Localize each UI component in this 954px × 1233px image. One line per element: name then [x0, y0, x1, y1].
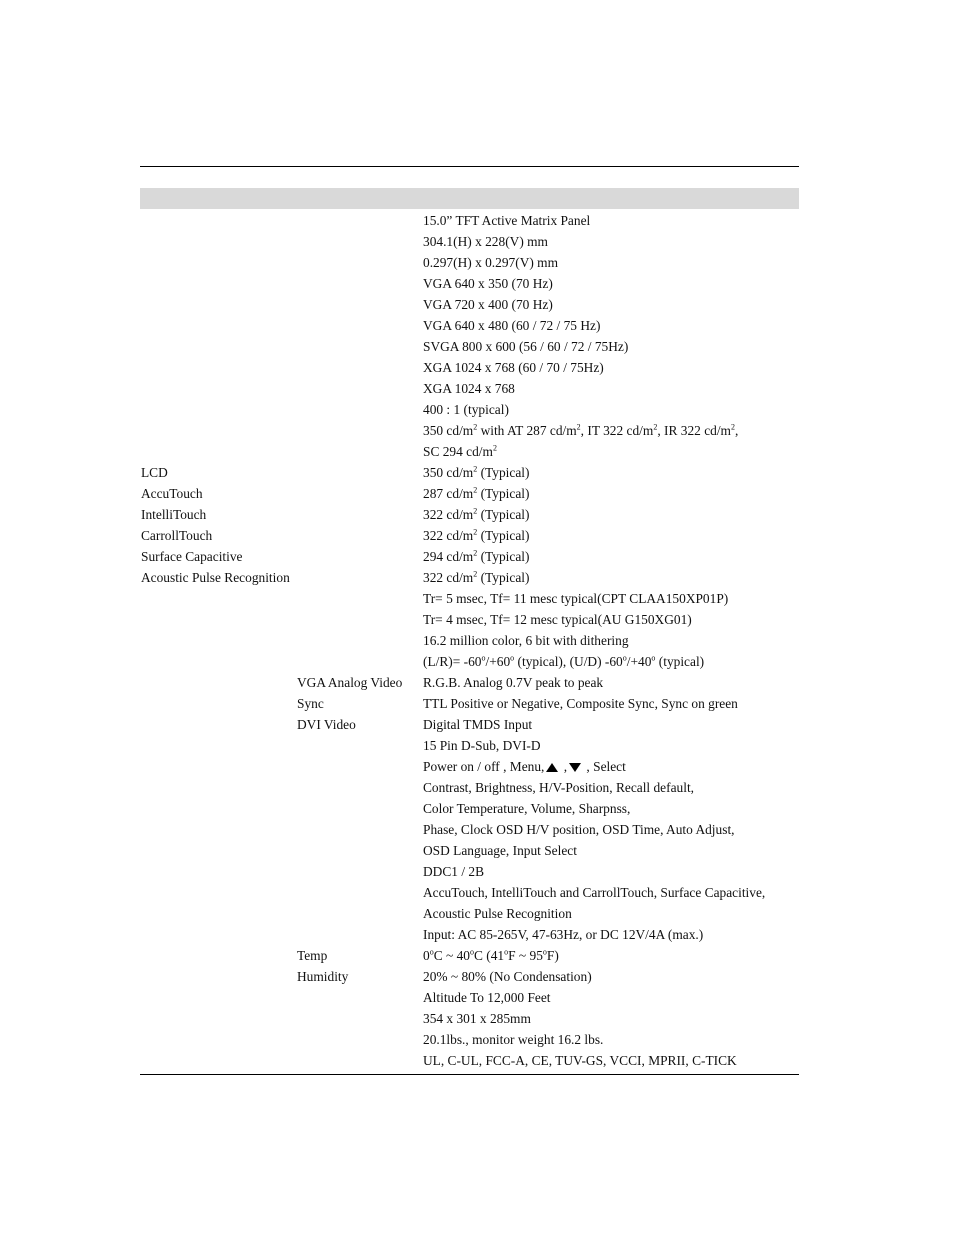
spec-row	[140, 441, 799, 462]
spec-row	[140, 588, 799, 609]
spec-row	[140, 483, 799, 504]
spec-value: 15.0” TFT Active Matrix Panel	[423, 213, 591, 228]
spec-value: Power on / off , Menu, , , Select	[423, 759, 626, 774]
spec-value: Tr= 5 msec, Tf= 11 mesc typical(CPT CLAA150XP01P)	[423, 591, 729, 606]
spec-row	[140, 924, 799, 945]
spec-value: 294 $cd/m^2$ (Typical)	[423, 548, 530, 564]
arrow-up-icon	[546, 763, 558, 772]
spec-value: 400 : 1 (typical)	[423, 402, 509, 417]
spec-row	[140, 1008, 799, 1029]
spec-row	[140, 840, 799, 861]
spec-subcategory: VGA Analog Video	[297, 675, 403, 690]
spec-row	[140, 210, 799, 231]
spec-row	[140, 609, 799, 630]
spec-subcategory: Temp	[297, 948, 328, 963]
spec-value: 15 Pin D-Sub, DVI-D	[423, 738, 541, 753]
spec-subcategory: Humidity	[297, 969, 349, 984]
spec-value: 0$^o$C ~ 40$^o$C (41$^o$F ~ 95$^o$F)	[423, 947, 559, 963]
spec-value: Tr= 4 msec, Tf= 12 mesc typical(AU G150XG01)	[423, 612, 692, 627]
spec-value: Phase, Clock OSD H/V position, OSD Time, Auto Adjust,	[423, 822, 735, 837]
spec-value: 20.1lbs., monitor weight 16.2 lbs.	[423, 1032, 604, 1047]
spec-row	[140, 777, 799, 798]
spec-row	[140, 672, 799, 693]
spec-category: LCD	[141, 465, 168, 480]
spec-row	[140, 1029, 799, 1050]
spec-row	[140, 462, 799, 483]
spec-value: $(L/R)= -60^o/+60^o$ (typical), (U/D) $-60^o/+40^o$ (typical)	[423, 653, 705, 669]
spec-row	[140, 567, 799, 588]
spec-category: Acoustic Pulse Recognition	[141, 570, 290, 585]
spec-value: 354 x 301 x 285mm	[423, 1011, 531, 1026]
spec-value: Altitude To 12,000 Feet	[423, 990, 551, 1005]
spec-value: Contrast, Brightness, H/V-Position, Recall default,	[423, 780, 695, 795]
spec-row	[140, 798, 799, 819]
spec-value: 322 $cd/m^2$ (Typical)	[423, 506, 530, 522]
table-header-band	[140, 188, 799, 209]
spec-row	[140, 231, 799, 252]
spec-row	[140, 693, 799, 714]
spec-value: SVGA 800 x 600 (56 / 60 / 72 / 75Hz)	[423, 339, 629, 354]
spec-row	[140, 357, 799, 378]
spec-value: 304.1(H) x 228(V) mm	[423, 234, 548, 249]
spec-value: 20% ~ 80% (No Condensation)	[423, 969, 592, 984]
spec-row	[140, 504, 799, 525]
spec-row	[140, 546, 799, 567]
spec-row	[140, 420, 799, 441]
spec-value: VGA 720 x 400 (70 Hz)	[423, 297, 553, 312]
spec-value: 16.2 million color, 6 bit with dithering	[423, 633, 629, 648]
spec-row	[140, 714, 799, 735]
spec-value: XGA 1024 x 768	[423, 381, 515, 396]
spec-row	[140, 903, 799, 924]
spec-row	[140, 987, 799, 1008]
arrow-down-icon	[569, 763, 581, 772]
spec-category: IntelliTouch	[141, 507, 207, 522]
top-rule	[140, 166, 799, 167]
spec-value: TTL Positive or Negative, Composite Sync, Sync on green	[423, 696, 738, 711]
spec-value: Color Temperature, Volume, Sharpnss,	[423, 801, 631, 816]
spec-value: XGA 1024 x 768 (60 / 70 / 75Hz)	[423, 360, 604, 375]
spec-value: Input: AC 85-265V, 47-63Hz, or DC 12V/4A (max.)	[423, 927, 704, 942]
spec-row	[140, 315, 799, 336]
spec-value: VGA 640 x 480 (60 / 72 / 75 Hz)	[423, 318, 601, 333]
spec-value: 322 $cd/m^2$ (Typical)	[423, 569, 530, 585]
spec-value: OSD Language, Input Select	[423, 843, 577, 858]
spec-value: Acoustic Pulse Recognition	[423, 906, 572, 921]
spec-category: AccuTouch	[141, 486, 203, 501]
spec-value: SC 294 $cd/m^2$	[423, 443, 497, 459]
spec-row	[140, 336, 799, 357]
spec-row	[140, 966, 799, 987]
spec-value: AccuTouch, IntelliTouch and CarrollTouch, Surface Capacitive,	[423, 885, 766, 900]
spec-row	[140, 651, 799, 672]
spec-row	[140, 756, 799, 777]
spec-value: UL, C-UL, FCC-A, CE, TUV-GS, VCCI, MPRII, C-TICK	[423, 1053, 737, 1068]
spec-value: 350 $cd/m^2$ with AT 287 $cd/m^2$, IT 322 $cd/m^2$, IR 322 $cd/m^2$,	[423, 422, 739, 438]
spec-row	[140, 819, 799, 840]
spec-value: R.G.B. Analog 0.7V peak to peak	[423, 675, 604, 690]
spec-row	[140, 294, 799, 315]
spec-value: 350 $cd/m^2$ (Typical)	[423, 464, 530, 480]
spec-row	[140, 399, 799, 420]
spec-row	[140, 273, 799, 294]
spec-row	[140, 525, 799, 546]
spec-category: Surface Capacitive	[141, 549, 243, 564]
spec-value: 0.297(H) x 0.297(V) mm	[423, 255, 559, 270]
spec-row	[140, 252, 799, 273]
spec-value: 322 $cd/m^2$ (Typical)	[423, 527, 530, 543]
spec-value: DDC1 / 2B	[423, 864, 485, 879]
spec-row	[140, 882, 799, 903]
spec-value: 287 $cd/m^2$ (Typical)	[423, 485, 530, 501]
spec-value: Digital TMDS Input	[423, 717, 533, 732]
spec-table	[140, 210, 799, 1071]
spec-value: VGA 640 x 350 (70 Hz)	[423, 276, 553, 291]
spec-row	[140, 378, 799, 399]
spec-row	[140, 735, 799, 756]
spec-subcategory: Sync	[297, 696, 324, 711]
spec-row	[140, 945, 799, 966]
spec-row	[140, 1050, 799, 1071]
spec-row	[140, 630, 799, 651]
spec-subcategory: DVI Video	[297, 717, 356, 732]
spec-row	[140, 861, 799, 882]
spec-category: CarrollTouch	[141, 528, 213, 543]
bottom-rule	[140, 1074, 799, 1075]
